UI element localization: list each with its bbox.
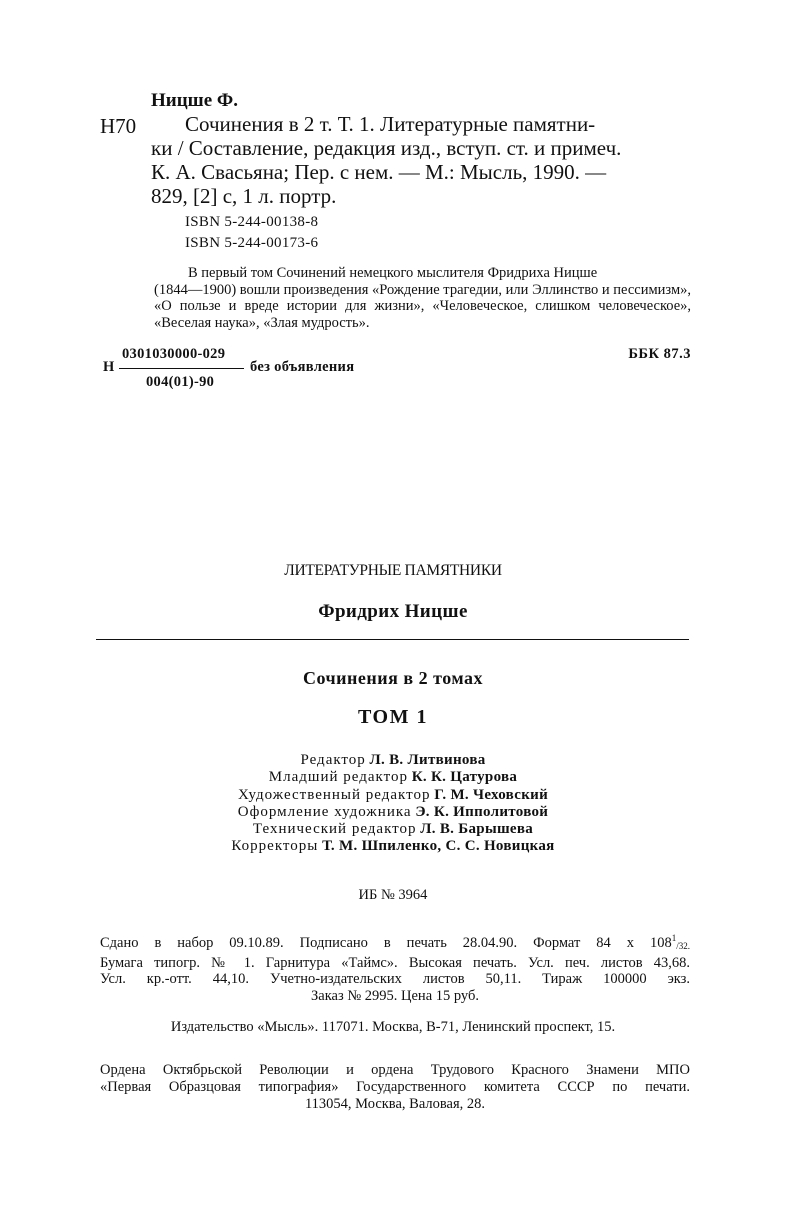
ib-number: ИБ № 3964 [358, 887, 428, 903]
credit-row [0, 752, 786, 769]
isbn-2: ISBN 5-244-00173-6 [185, 235, 319, 251]
publisher: Издательство «Мысль». 117071. Москва, В-71, Ленинский проспект, 15. [170, 1019, 616, 1035]
bbk-code: ББК 87.3 [628, 346, 691, 362]
series-title: ЛИТЕРАТУРНЫЕ ПАМЯТНИКИ [284, 562, 502, 579]
fraction-letter: Н [103, 359, 115, 375]
imprint-line: Усл. кр.-отт. 44,10. Учетно-издательских листов 50,11. Тираж 100000 экз. [100, 971, 690, 988]
credit-row [0, 838, 786, 855]
credit-role: Технический редактор [252, 821, 417, 838]
credit-name: Т. М. Шпиленко, С. С. Новицкая [322, 838, 555, 855]
author-name: Фридрих Ницше [318, 601, 468, 622]
credit-role: Оформление художника [237, 803, 412, 820]
credit-name: Л. В. Литвинова [369, 752, 486, 768]
biblio-line: ки / Составление, редакция изд., вступ. ст. и примеч. [151, 136, 622, 160]
credit-role: Корректоры [231, 838, 319, 855]
credit-name: Г. М. Чеховский [434, 786, 549, 803]
isbn-1: ISBN 5-244-00138-8 [185, 214, 319, 230]
catalog-author: Ницше Ф. [151, 90, 238, 111]
fraction-numerator: 0301030000-029 [122, 346, 226, 362]
format-sup: 1 [671, 933, 677, 943]
annotation [154, 265, 691, 331]
credit-role: Художественный редактор [237, 786, 431, 803]
imprint-line: Бумага типогр. № 1. Гарнитура «Таймс». Высокая печать. Усл. печ. листов 43,68. [100, 954, 690, 971]
biblio-line: К. А. Свасьяна; Пер. с нем. — М.: Мысль, 1990. — [151, 160, 607, 184]
divider [96, 639, 689, 640]
volume-label: ТОМ 1 [357, 706, 428, 728]
fraction-bar [119, 368, 244, 369]
credits [0, 752, 786, 856]
imprint [100, 930, 690, 1005]
printer-line: Ордена Октябрьской Революции и ордена Трудового Красного Знамени МПО [100, 1062, 690, 1078]
credit-row [0, 821, 786, 838]
biblio-line: 829, [2] с, 1 л. портр. [151, 184, 337, 208]
annotation-line: слишком человеческое», «Веселая наука», «Злая мудрость». [154, 298, 692, 331]
credit-role: Редактор [300, 752, 366, 768]
catalog-description [151, 112, 691, 208]
format-sub: /32. [676, 941, 690, 951]
imprint-line-text: Сдано в набор 09.10.89. Подписано в печать 28.04.90. Формат 84 x 108 [100, 935, 672, 951]
credit-name: Л. В. Барышева [420, 821, 534, 838]
credit-name: К. К. Цатурова [411, 769, 518, 786]
fraction-tail: без объявления [250, 359, 355, 375]
printer-line: «Первая Образцовая типография» Государственного комитета СССР по печати. [100, 1078, 690, 1095]
work-title: Сочинения в 2 томах [302, 668, 484, 688]
fraction-denominator: 004(01)-90 [146, 374, 215, 390]
credit-row [0, 804, 786, 821]
catalog-code: Н70 [100, 114, 137, 138]
imprint-line [100, 930, 690, 955]
annotation-line: и пессимизм», «О пользе и вреде истории для жизни», «Человеческое, [154, 281, 691, 314]
imprint-line: Заказ № 2995. Цена 15 руб. [311, 988, 479, 1005]
credit-row [0, 769, 786, 786]
credit-name: Э. К. Ипполитовой [415, 803, 549, 820]
printer-line: 113054, Москва, Валовая, 28. [304, 1095, 486, 1112]
annotation-line: В первый том Сочинений немецкого мыслителя Фридриха Ницше [188, 265, 598, 281]
annotation-line: (1844—1900) вошли произведения «Рождение трагедии, или Эллинство [154, 281, 599, 298]
biblio-line: Сочинения в 2 т. Т. 1. Литературные памятни- [185, 112, 596, 136]
credit-role: Младший редактор [268, 769, 408, 786]
printer [100, 1062, 690, 1112]
credit-row [0, 787, 786, 804]
